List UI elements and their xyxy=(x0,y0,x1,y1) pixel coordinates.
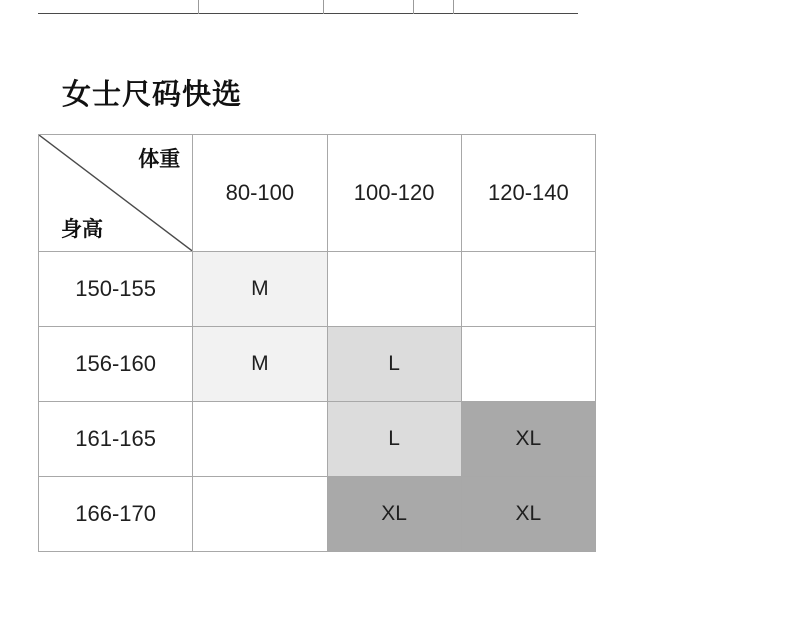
size-cell xyxy=(461,327,595,402)
height-row-header: 150-155 xyxy=(39,252,193,327)
weight-column-header: 120-140 xyxy=(461,135,595,252)
top-fragment-divider xyxy=(198,0,199,14)
size-cell: XL xyxy=(461,477,595,552)
table-corner-cell xyxy=(39,135,193,252)
height-axis-label: 身高 xyxy=(61,218,103,241)
size-cell xyxy=(193,402,327,477)
size-cell: M xyxy=(193,327,327,402)
size-cell: L xyxy=(327,402,461,477)
top-fragment-divider xyxy=(453,0,454,14)
top-fragment-divider xyxy=(323,0,324,14)
weight-column-header: 80-100 xyxy=(193,135,327,252)
top-fragment-divider xyxy=(413,0,414,14)
size-cell: M xyxy=(193,252,327,327)
top-table-fragment xyxy=(38,0,578,14)
size-cell: L xyxy=(327,327,461,402)
size-cell xyxy=(193,477,327,552)
weight-axis-label: 体重 xyxy=(138,148,181,171)
size-cell: XL xyxy=(461,402,595,477)
size-cell xyxy=(327,252,461,327)
size-cell xyxy=(461,252,595,327)
table-row xyxy=(39,327,596,402)
height-row-header: 156-160 xyxy=(39,327,193,402)
height-row-header: 166-170 xyxy=(39,477,193,552)
top-fragment-row xyxy=(38,0,578,14)
height-row-header: 161-165 xyxy=(39,402,193,477)
table-row xyxy=(39,402,596,477)
table-header-row xyxy=(39,135,596,252)
size-cell: XL xyxy=(327,477,461,552)
weight-column-header: 100-120 xyxy=(327,135,461,252)
table-row xyxy=(39,252,596,327)
page-title: 女士尺码快选 xyxy=(62,79,243,111)
size-chart-table xyxy=(38,134,596,552)
table-row xyxy=(39,477,596,552)
